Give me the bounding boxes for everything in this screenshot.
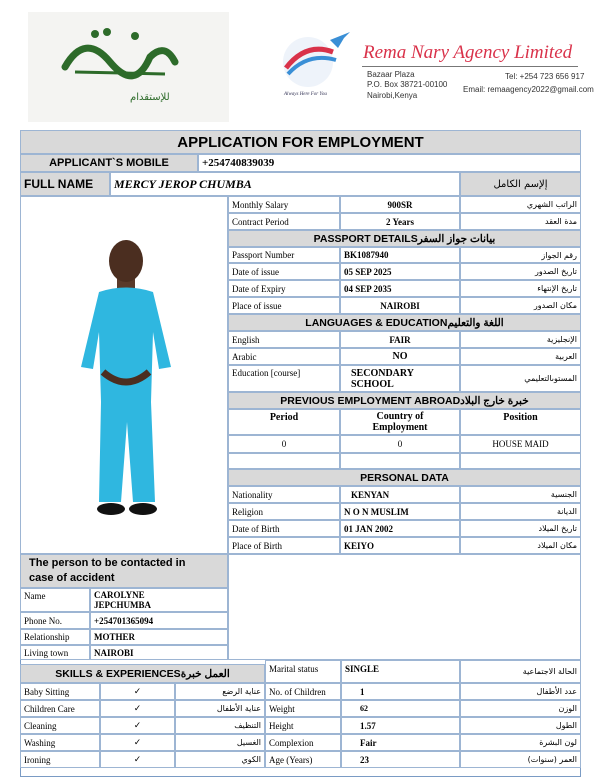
complexion-label: Complexion bbox=[265, 734, 341, 751]
period-header: Period bbox=[228, 409, 340, 435]
passport-no-ar: رقم الجواز bbox=[460, 247, 581, 263]
agency-tel: Tel: +254 723 656 917 bbox=[505, 72, 585, 81]
mobile-label: APPLICANT`S MOBILE bbox=[20, 154, 198, 172]
skill-check: ✓ bbox=[100, 717, 175, 734]
contact-name-line-2: JEPCHUMBA bbox=[94, 600, 151, 610]
skill-check: ✓ bbox=[100, 751, 175, 768]
height-label: Height bbox=[265, 717, 341, 734]
skill-ar: الغسيل bbox=[175, 734, 265, 751]
issue-label: Date of issue bbox=[228, 263, 340, 280]
salary-value: 900SR bbox=[340, 196, 460, 213]
agency-name: Rema Nary Agency Limited bbox=[363, 42, 573, 63]
weight-value: 62 bbox=[341, 700, 460, 717]
nationality-label: Nationality bbox=[228, 486, 340, 503]
living-town-value: NAIROBI bbox=[90, 645, 228, 660]
issue-ar: تاريخ الصدور bbox=[460, 263, 581, 280]
education-ar: المستوىالتعليمي bbox=[460, 365, 581, 392]
emergency-contact-header bbox=[20, 554, 228, 588]
weight-label: Weight bbox=[265, 700, 341, 717]
religion-ar: الديانة bbox=[460, 503, 581, 520]
fullname-ar: إلإسم الكامل bbox=[460, 172, 581, 196]
fullname-value: MERCY JEROP CHUMBA bbox=[110, 172, 460, 196]
country-header-line-2: Employment bbox=[372, 422, 428, 433]
emergency-contact-header-line-1: The person to be contacted in bbox=[29, 557, 186, 569]
mobile-value: +254740839039 bbox=[198, 154, 581, 172]
passport-no-label: Passport Number bbox=[228, 247, 340, 263]
issue-value: 05 SEP 2025 bbox=[340, 263, 460, 280]
relationship-value: MOTHER bbox=[90, 629, 228, 645]
expiry-label: Date of Expiry bbox=[228, 280, 340, 297]
form-title: APPLICATION FOR EMPLOYMENT bbox=[20, 130, 581, 154]
country-value: 0 bbox=[340, 435, 460, 453]
fullname-label: FULL NAME bbox=[20, 172, 110, 196]
children-ar: عدد الأطفال bbox=[460, 683, 581, 700]
pob-label: Place of Birth bbox=[228, 537, 340, 554]
country-header-line-1: Country of bbox=[376, 411, 424, 422]
contact-name-label: Name bbox=[20, 588, 90, 612]
place-issue-ar: مكان الصدور bbox=[460, 297, 581, 314]
dob-ar: تاريخ الميلاد bbox=[460, 520, 581, 537]
skills-section-header: SKILLS & EXPERIENCESالعمل خبرة bbox=[20, 664, 265, 683]
position-value: HOUSE MAID bbox=[460, 435, 581, 453]
place-issue-label: Place of issue bbox=[228, 297, 340, 314]
dob-value: 01 JAN 2002 bbox=[340, 520, 460, 537]
country-header bbox=[340, 409, 460, 435]
education-value bbox=[340, 365, 460, 392]
blank-panel bbox=[228, 554, 581, 660]
contact-phone-label: Phone No. bbox=[20, 612, 90, 629]
children-value: 1 bbox=[341, 683, 460, 700]
skill-check: ✓ bbox=[100, 734, 175, 751]
applicant-photo bbox=[20, 196, 228, 554]
education-label: Education [course] bbox=[228, 365, 340, 392]
nationality-ar: الجنسية bbox=[460, 486, 581, 503]
agency-emblem bbox=[278, 22, 352, 102]
empty-row-position bbox=[460, 453, 581, 469]
skill-ar: عناية الرضع bbox=[175, 683, 265, 700]
height-ar: الطول bbox=[460, 717, 581, 734]
dob-label: Date of Birth bbox=[228, 520, 340, 537]
salary-label: Monthly Salary bbox=[228, 196, 340, 213]
age-value: 23 bbox=[341, 751, 460, 768]
languages-section-header: LANGUAGES & EDUCATIONاللغة والتعليم bbox=[228, 314, 581, 331]
empty-row-period bbox=[228, 453, 340, 469]
pob-value: KEIYO bbox=[340, 537, 460, 554]
skill-check: ✓ bbox=[100, 700, 175, 717]
pob-ar: مكان الميلاد bbox=[460, 537, 581, 554]
weight-ar: الوزن bbox=[460, 700, 581, 717]
contract-label: Contract Period bbox=[228, 213, 340, 230]
age-ar: العمر (سنوات) bbox=[460, 751, 581, 768]
position-header: Position bbox=[460, 409, 581, 435]
religion-value: N O N MUSLIM bbox=[340, 503, 460, 520]
living-town-label: Living town bbox=[20, 645, 90, 660]
english-value: FAIR bbox=[340, 331, 460, 348]
complexion-value: Fair bbox=[341, 734, 460, 751]
relationship-label: Relationship bbox=[20, 629, 90, 645]
nationality-value: KENYAN bbox=[340, 486, 460, 503]
personal-data-section-header: PERSONAL DATA bbox=[228, 469, 581, 486]
skill-label: Children Care bbox=[20, 700, 100, 717]
religion-label: Religion bbox=[228, 503, 340, 520]
arabic-ar: العربية bbox=[460, 348, 581, 365]
education-value-line-2: SCHOOL bbox=[351, 378, 394, 390]
expiry-value: 04 SEP 2035 bbox=[340, 280, 460, 297]
address-line-1: Bazaar Plaza bbox=[367, 70, 415, 79]
address-line-2: P.O. Box 38721-00100 bbox=[367, 80, 448, 89]
marital-label: Marital status bbox=[265, 660, 341, 683]
arabic-label: Arabic bbox=[228, 348, 340, 365]
salary-ar: الراتب الشهري bbox=[460, 196, 581, 213]
skill-check: ✓ bbox=[100, 683, 175, 700]
previous-employment-section-header: PREVIOUS EMPLOYMENT ABROADخبرة خارج البلاد bbox=[228, 392, 581, 409]
english-label: English bbox=[228, 331, 340, 348]
logo-subtext: للإستقدام bbox=[130, 92, 170, 103]
english-ar: الإنجليزية bbox=[460, 331, 581, 348]
empty-row-country bbox=[340, 453, 460, 469]
skill-ar: عناية الأطفال bbox=[175, 700, 265, 717]
children-label: No. of Children bbox=[265, 683, 341, 700]
address-line-3: Nairobi,Kenya bbox=[367, 91, 418, 100]
skill-label: Cleaning bbox=[20, 717, 100, 734]
agency-divider bbox=[362, 66, 578, 67]
height-value: 1.57 bbox=[341, 717, 460, 734]
contact-name-value bbox=[90, 588, 228, 612]
skill-label: Baby Sitting bbox=[20, 683, 100, 700]
marital-ar: الحالة الاجتماعية bbox=[460, 660, 581, 683]
skill-label: Washing bbox=[20, 734, 100, 751]
contact-name-line-1: CAROLYNE bbox=[94, 590, 145, 600]
period-value: 0 bbox=[228, 435, 340, 453]
passport-section-header: PASSPORT DETAILSبيانات جواز السفر bbox=[228, 230, 581, 247]
contract-value: 2 Years bbox=[340, 213, 460, 230]
marital-value: SINGLE bbox=[341, 660, 460, 683]
complexion-ar: لون البشرة bbox=[460, 734, 581, 751]
skill-ar: التنظيف bbox=[175, 717, 265, 734]
emergency-contact-header-line-2: case of accident bbox=[29, 572, 115, 584]
arabic-value: NO bbox=[340, 348, 460, 365]
contact-phone-value: +254701365094 bbox=[90, 612, 228, 629]
skill-ar: الكوي bbox=[175, 751, 265, 768]
skill-label: Ironing bbox=[20, 751, 100, 768]
agency-email: Email: remaagency2022@gmail.com bbox=[463, 85, 594, 94]
contract-ar: مدة العقد bbox=[460, 213, 581, 230]
passport-no-value: BK1087940 bbox=[340, 247, 460, 263]
place-issue-value: NAIROBI bbox=[340, 297, 460, 314]
expiry-ar: تاريخ الإنتهاء bbox=[460, 280, 581, 297]
education-value-line-1: SECONDARY bbox=[351, 367, 414, 379]
age-label: Age (Years) bbox=[265, 751, 341, 768]
agency-tagline: Always Here For You bbox=[284, 92, 327, 97]
